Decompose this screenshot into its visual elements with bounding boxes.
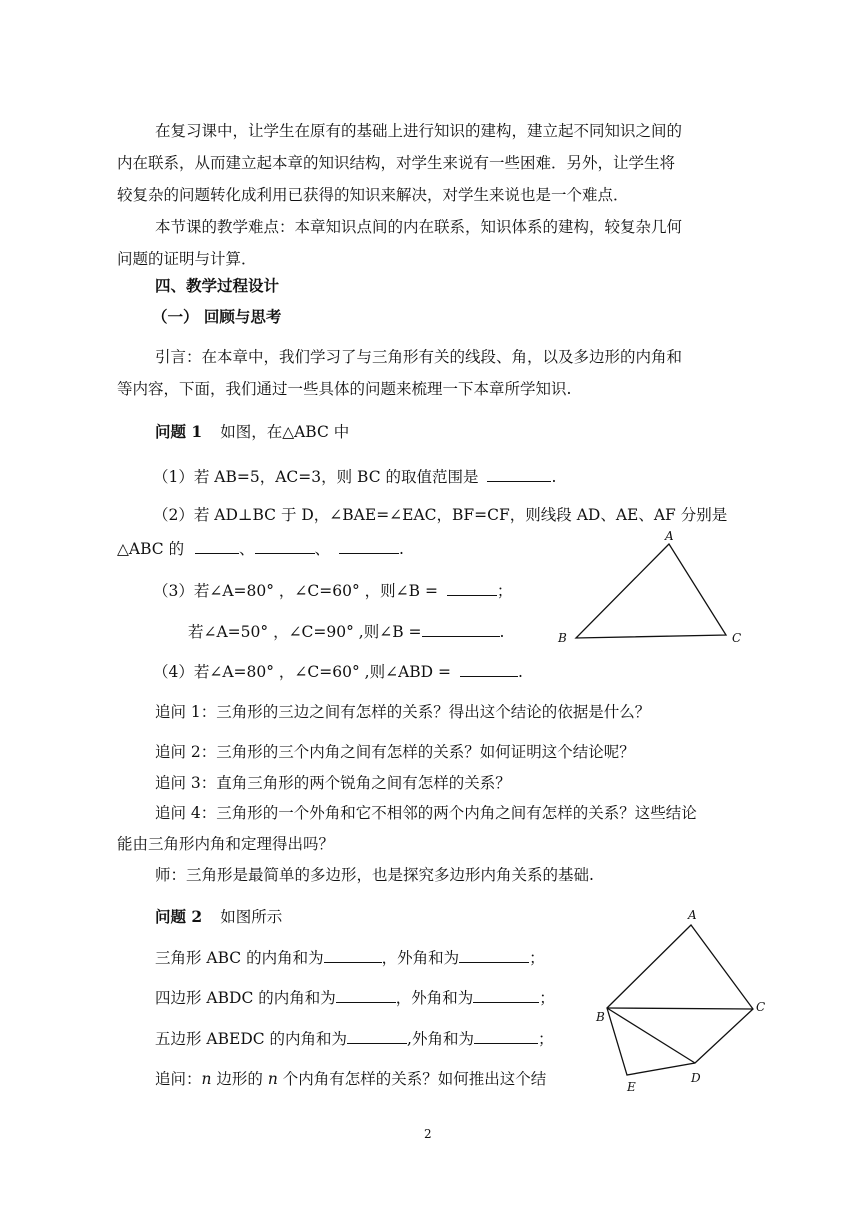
paragraph-1-line-3: 较复杂的问题转化成利用已获得的知识来解决，对学生来说也是一个难点． [117,186,629,204]
q1-end: . [551,468,557,486]
p2-follow-b: 边形的 [211,1070,268,1088]
vertex-label-b: B [558,631,567,645]
follow-up-2: 追问 2：三角形的三个内角之间有怎样的关系？如何证明这个结论呢？ [155,743,635,761]
q3b-text: 若∠A=50° ，∠C=90° ,则∠B = [188,623,422,641]
q2-blank-2[interactable] [255,536,315,554]
vertex-label-a: A [665,529,674,543]
pentagon-abedc-figure [590,905,780,1100]
problem-2-triangle [155,945,545,969]
problem-1-q4 [153,659,523,683]
q2-end: . [399,540,404,558]
p2-follow-a: 追问： [155,1070,202,1088]
paragraph-2-line-2: 问题的证明与计算． [117,250,257,268]
vertex-label-c2: C [756,1000,766,1014]
pent-blank-1[interactable] [347,1026,407,1044]
section-heading: 四、教学过程设计 [155,276,280,295]
q3b-blank[interactable] [422,619,500,637]
problem-1-q3b [188,619,504,643]
tri-text-a: 三角形 ABC 的内角和为 [155,949,324,967]
problem-1-q2-line-1: （2）若 AD⊥BC 于 D，∠BAE=∠EAC，BF=CF，则线段 AD、AE、AF 分别是 [153,506,728,524]
tri-end: ； [529,949,545,967]
vertex-label-a2: A [688,908,697,922]
pent-text-a: 五边形 ABEDC 的内角和为 [155,1030,348,1048]
follow-up-1: 追问 1：三角形的三边之间有怎样的关系？得出这个结论的依据是什么？ [155,703,651,721]
q1-blank[interactable] [487,464,551,482]
problem-2-pentagon [155,1026,554,1050]
q2-blank-1[interactable] [195,536,239,554]
p2-follow-c: 个内角有怎样的关系？如何推出这个结 [277,1070,547,1088]
paragraph-1-line-1: 在复习课中，让学生在原有的基础上进行知识的建构，建立起不同知识之间的 [155,122,683,140]
follow-up-4-line-1: 追问 4：三角形的一个外角和它不相邻的两个内角之间有怎样的关系？这些结论 [155,804,697,822]
problem-2-quadrilateral [155,985,555,1009]
subsection-heading: （一） 回顾与思考 [152,307,282,326]
problem-1-q1 [153,464,556,488]
triangle-abc-figure [550,526,760,656]
tri-text-b: ，外角和为 [381,949,460,967]
q2-sep-1: 、 [239,540,255,558]
p2-follow-n1: n [201,1070,212,1088]
triangle-abc [576,544,726,638]
follow-up-3: 追问 3：直角三角形的两个锐角之间有怎样的关系？ [155,774,511,792]
pent-end: ； [537,1030,554,1048]
page-number: 2 [424,1127,432,1141]
intro-line-2: 等内容，下面，我们通过一些具体的问题来梳理一下本章所学知识. [117,380,572,398]
paragraph-2-line-1: 本节课的教学难点：本章知识点间的内在联系，知识体系的建构，较复杂几何 [155,218,683,236]
q3a-end: ； [496,582,513,600]
problem-2-label: 问题 2 [155,907,203,926]
p2-follow-n2: n [267,1070,278,1088]
problem-1-q2-line-2 [117,536,404,560]
problem-1-label: 问题 1 [155,422,203,441]
q4-text: （4）若∠A=80° ，∠C=60° ,则∠ABD = [153,663,452,681]
quad-blank-1[interactable] [336,985,396,1003]
pent-text-b: ,外角和为 [407,1030,474,1048]
quad-end: ； [539,989,555,1007]
vertex-label-b2: B [596,1010,605,1024]
vertex-label-d2: D [691,1071,701,1085]
diagonal-bd [607,1008,695,1063]
problem-2-follow-up [155,1068,546,1090]
paragraph-1-line-2: 内在联系，从而建立起本章的知识结构，对学生来说有一些困难．另外，让学生将 [117,154,676,172]
q2-text: △ABC 的 [117,540,185,558]
problem-2-heading [155,906,282,928]
q4-end: . [517,663,523,681]
tri-blank-2[interactable] [459,945,529,963]
pentagon-abedc [607,925,753,1075]
problem-1-stem: 如图，在△ABC 中 [220,423,350,441]
vertex-label-c: C [732,631,742,645]
problem-1-heading [155,421,349,443]
pent-blank-2[interactable] [474,1026,538,1044]
tri-blank-1[interactable] [324,945,382,963]
diagonal-bc [607,1008,753,1009]
teacher-remark: 师：三角形是最简单的多边形，也是探究多边形内角关系的基础. [155,866,594,884]
q3b-end: . [499,623,505,641]
q1-text: （1）若 AB=5，AC=3，则 BC 的取值范围是 [153,468,479,486]
problem-2-stem: 如图所示 [220,908,283,926]
intro-line-1: 引言：在本章中，我们学习了与三角形有关的线段、角，以及多边形的内角和 [155,348,683,366]
problem-1-q3a [153,578,512,602]
q2-blank-3[interactable] [339,536,399,554]
q3a-blank[interactable] [447,578,497,596]
follow-up-4-line-2: 能由三角形内角和定理得出吗？ [117,835,335,853]
vertex-label-e2: E [627,1080,636,1094]
q2-sep-2: 、 [314,540,331,558]
quad-text-a: 四边形 ABDC 的内角和为 [155,989,336,1007]
quad-text-b: ，外角和为 [395,989,474,1007]
quad-blank-2[interactable] [473,985,539,1003]
q3a-text: （3）若∠A=80° ，∠C=60° ，则∠B = [153,582,438,600]
q4-blank[interactable] [460,659,518,677]
